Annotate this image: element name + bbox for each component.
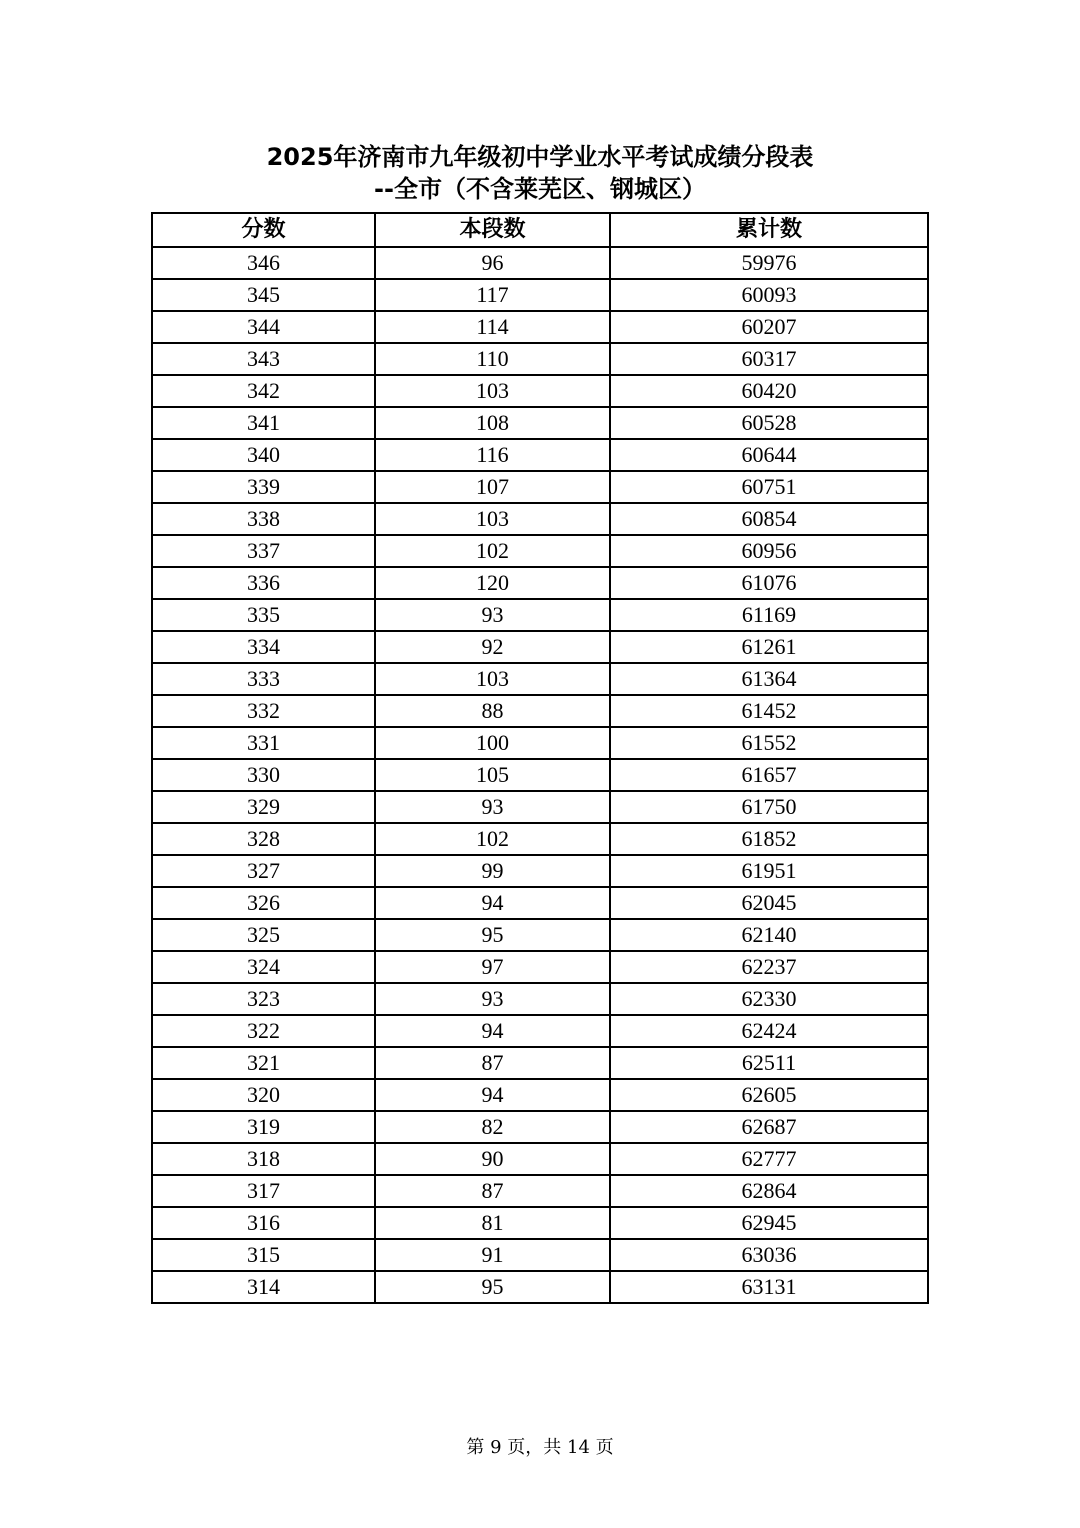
cell-segment-count: 103	[375, 663, 610, 695]
document-title: 2025年济南市九年级初中学业水平考试成绩分段表	[266, 143, 814, 171]
header-cumulative-count: 累计数	[610, 213, 928, 247]
cell-cumulative-count: 62511	[610, 1047, 928, 1079]
document-subtitle: --全市（不含莱芜区、钢城区）	[374, 175, 706, 203]
table-row	[152, 855, 928, 887]
table-row	[152, 1207, 928, 1239]
cell-score: 337	[152, 535, 375, 567]
cell-score: 316	[152, 1207, 375, 1239]
cell-segment-count: 90	[375, 1143, 610, 1175]
cell-segment-count: 93	[375, 791, 610, 823]
cell-cumulative-count: 62605	[610, 1079, 928, 1111]
cell-cumulative-count: 60528	[610, 407, 928, 439]
cell-score: 314	[152, 1271, 375, 1303]
cell-score: 324	[152, 951, 375, 983]
cell-segment-count: 108	[375, 407, 610, 439]
cell-score: 333	[152, 663, 375, 695]
cell-cumulative-count: 63036	[610, 1239, 928, 1271]
cell-cumulative-count: 62140	[610, 919, 928, 951]
cell-score: 336	[152, 567, 375, 599]
cell-cumulative-count: 61261	[610, 631, 928, 663]
cell-cumulative-count: 62045	[610, 887, 928, 919]
table-row	[152, 759, 928, 791]
cell-segment-count: 116	[375, 439, 610, 471]
table-body	[152, 247, 928, 1303]
cell-segment-count: 114	[375, 311, 610, 343]
cell-segment-count: 91	[375, 1239, 610, 1271]
cell-segment-count: 94	[375, 1079, 610, 1111]
cell-cumulative-count: 59976	[610, 247, 928, 279]
table-row	[152, 311, 928, 343]
cell-score: 325	[152, 919, 375, 951]
cell-segment-count: 97	[375, 951, 610, 983]
cell-segment-count: 110	[375, 343, 610, 375]
table-row	[152, 791, 928, 823]
cell-segment-count: 100	[375, 727, 610, 759]
score-distribution-table	[151, 212, 929, 1304]
cell-score: 332	[152, 695, 375, 727]
table-row	[152, 887, 928, 919]
cell-segment-count: 95	[375, 919, 610, 951]
table-row	[152, 919, 928, 951]
cell-segment-count: 103	[375, 503, 610, 535]
cell-cumulative-count: 62424	[610, 1015, 928, 1047]
cell-segment-count: 117	[375, 279, 610, 311]
cell-cumulative-count: 61552	[610, 727, 928, 759]
cell-score: 334	[152, 631, 375, 663]
cell-segment-count: 99	[375, 855, 610, 887]
cell-cumulative-count: 60644	[610, 439, 928, 471]
cell-score: 327	[152, 855, 375, 887]
cell-segment-count: 96	[375, 247, 610, 279]
table-row	[152, 631, 928, 663]
table-row	[152, 823, 928, 855]
cell-cumulative-count: 61076	[610, 567, 928, 599]
cell-segment-count: 105	[375, 759, 610, 791]
cell-score: 330	[152, 759, 375, 791]
table-row	[152, 599, 928, 631]
cell-segment-count: 107	[375, 471, 610, 503]
table-row	[152, 983, 928, 1015]
cell-score: 329	[152, 791, 375, 823]
cell-segment-count: 93	[375, 599, 610, 631]
cell-cumulative-count: 60207	[610, 311, 928, 343]
table-row	[152, 535, 928, 567]
cell-cumulative-count: 61852	[610, 823, 928, 855]
table-row	[152, 1047, 928, 1079]
cell-segment-count: 94	[375, 887, 610, 919]
cell-score: 319	[152, 1111, 375, 1143]
table-row	[152, 279, 928, 311]
cell-segment-count: 87	[375, 1175, 610, 1207]
cell-score: 341	[152, 407, 375, 439]
cell-cumulative-count: 61951	[610, 855, 928, 887]
table-row	[152, 1239, 928, 1271]
cell-score: 323	[152, 983, 375, 1015]
cell-score: 342	[152, 375, 375, 407]
cell-score: 315	[152, 1239, 375, 1271]
table-row	[152, 1015, 928, 1047]
cell-score: 343	[152, 343, 375, 375]
cell-score: 338	[152, 503, 375, 535]
cell-cumulative-count: 60751	[610, 471, 928, 503]
cell-segment-count: 88	[375, 695, 610, 727]
table-row	[152, 375, 928, 407]
table-row	[152, 247, 928, 279]
cell-segment-count: 102	[375, 535, 610, 567]
cell-cumulative-count: 62237	[610, 951, 928, 983]
table-row	[152, 663, 928, 695]
cell-cumulative-count: 61364	[610, 663, 928, 695]
table-row	[152, 951, 928, 983]
cell-cumulative-count: 62864	[610, 1175, 928, 1207]
cell-score: 335	[152, 599, 375, 631]
cell-score: 326	[152, 887, 375, 919]
table-row	[152, 1143, 928, 1175]
header-score: 分数	[152, 213, 375, 247]
cell-cumulative-count: 60854	[610, 503, 928, 535]
cell-cumulative-count: 62777	[610, 1143, 928, 1175]
cell-score: 321	[152, 1047, 375, 1079]
cell-score: 339	[152, 471, 375, 503]
cell-score: 345	[152, 279, 375, 311]
cell-score: 344	[152, 311, 375, 343]
cell-cumulative-count: 60093	[610, 279, 928, 311]
cell-score: 331	[152, 727, 375, 759]
cell-segment-count: 93	[375, 983, 610, 1015]
cell-score: 340	[152, 439, 375, 471]
table-row	[152, 471, 928, 503]
cell-score: 318	[152, 1143, 375, 1175]
cell-segment-count: 95	[375, 1271, 610, 1303]
cell-segment-count: 87	[375, 1047, 610, 1079]
cell-segment-count: 120	[375, 567, 610, 599]
table-row	[152, 439, 928, 471]
header-segment-count: 本段数	[375, 213, 610, 247]
cell-score: 317	[152, 1175, 375, 1207]
cell-segment-count: 94	[375, 1015, 610, 1047]
table-row	[152, 1175, 928, 1207]
cell-score: 346	[152, 247, 375, 279]
page-number: 第 9 页，共 14 页	[466, 1437, 614, 1458]
cell-segment-count: 92	[375, 631, 610, 663]
table-row	[152, 503, 928, 535]
table-header-row	[152, 213, 928, 247]
cell-score: 320	[152, 1079, 375, 1111]
cell-cumulative-count: 62945	[610, 1207, 928, 1239]
cell-cumulative-count: 61169	[610, 599, 928, 631]
cell-cumulative-count: 61750	[610, 791, 928, 823]
table-row	[152, 1111, 928, 1143]
cell-segment-count: 82	[375, 1111, 610, 1143]
cell-cumulative-count: 62687	[610, 1111, 928, 1143]
cell-score: 322	[152, 1015, 375, 1047]
table-row	[152, 1271, 928, 1303]
cell-cumulative-count: 60420	[610, 375, 928, 407]
table-row	[152, 567, 928, 599]
cell-segment-count: 103	[375, 375, 610, 407]
cell-cumulative-count: 61657	[610, 759, 928, 791]
table-row	[152, 1079, 928, 1111]
cell-cumulative-count: 60317	[610, 343, 928, 375]
table-row	[152, 727, 928, 759]
cell-cumulative-count: 62330	[610, 983, 928, 1015]
table-row	[152, 343, 928, 375]
cell-score: 328	[152, 823, 375, 855]
cell-segment-count: 81	[375, 1207, 610, 1239]
cell-segment-count: 102	[375, 823, 610, 855]
cell-cumulative-count: 63131	[610, 1271, 928, 1303]
cell-cumulative-count: 60956	[610, 535, 928, 567]
cell-cumulative-count: 61452	[610, 695, 928, 727]
table-row	[152, 695, 928, 727]
table-row	[152, 407, 928, 439]
